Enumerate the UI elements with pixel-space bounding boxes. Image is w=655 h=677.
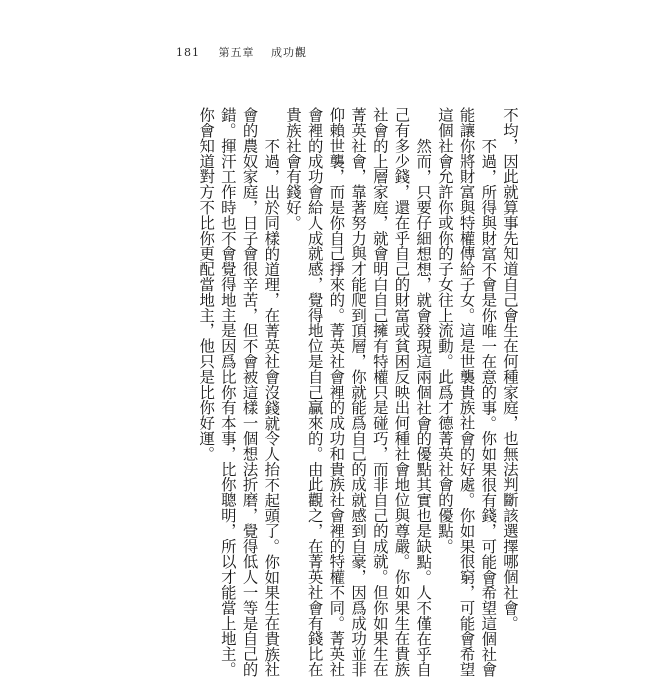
text-column: 會裡的成功會給人成就感，覺得地位是自己贏來的。由此觀之，在菁英社會有錢比在 (305, 107, 324, 677)
text-column: 這個社會允許你或你的子女往上流動。此爲才德菁英社會的優點。 (435, 107, 454, 554)
text-column: 貴族社會有錢好。 (283, 107, 302, 231)
text-column: 會的農奴家庭，日子會很辛苦，但不會被這樣一個想法折磨，覺得低人一等是自己的 (240, 107, 259, 677)
text-column: 仰賴世襲，而是你自己掙來的。菁英社會裡的成功和貴族社會裡的特權不同。菁英社 (327, 107, 346, 677)
text-column: 不過，出於同樣的道理，在菁英社會沒錢就令人抬不起頭了。你如果生在貴族社 (262, 138, 281, 677)
text-column: 不均，因此就算事先知道自己會生在何種家庭，也無法判斷該選擇哪個社會。 (501, 107, 519, 631)
chapter-label: 第五章 (218, 46, 255, 59)
text-column: 你會知道對方不比你更配當地主，他只是比你好運。 (197, 107, 216, 462)
text-column: 能讓你將財富與特權傳給子女。這是世襲貴族社會的好處。你如果很窮，可能會希望 (457, 107, 476, 677)
text-column: 社會的上層家庭，就會明白自己擁有特權只是碰巧，而非自己的成就。但你如果生在 (370, 107, 389, 677)
text-column: 不過，所得與財富不會是你唯一在意的事。你如果很有錢，可能會希望這個社會 (479, 138, 498, 677)
text-column: 錯。揮汗工作時也不會覺得地主是因爲比你有本事，比你聰明，所以才能當上地主。 (218, 107, 237, 677)
text-column: 然而，只要仔細想想，就會發現這兩個社會的優點其實也是缺點。人不僅在乎自 (414, 138, 433, 677)
section-title: 成功觀 (271, 46, 307, 59)
text-column: 菁英社會，靠著努力與才能爬到頂層，你就能爲自己的成就感到自豪，因爲成功並非 (349, 107, 368, 677)
text-column: 己有多少錢，還在乎自己的財富或貧困反映出何種社會地位與尊嚴。你如果生在貴族 (392, 107, 411, 677)
body-text (194, 107, 520, 677)
running-header (176, 44, 307, 60)
page-number: 181 (176, 46, 200, 59)
